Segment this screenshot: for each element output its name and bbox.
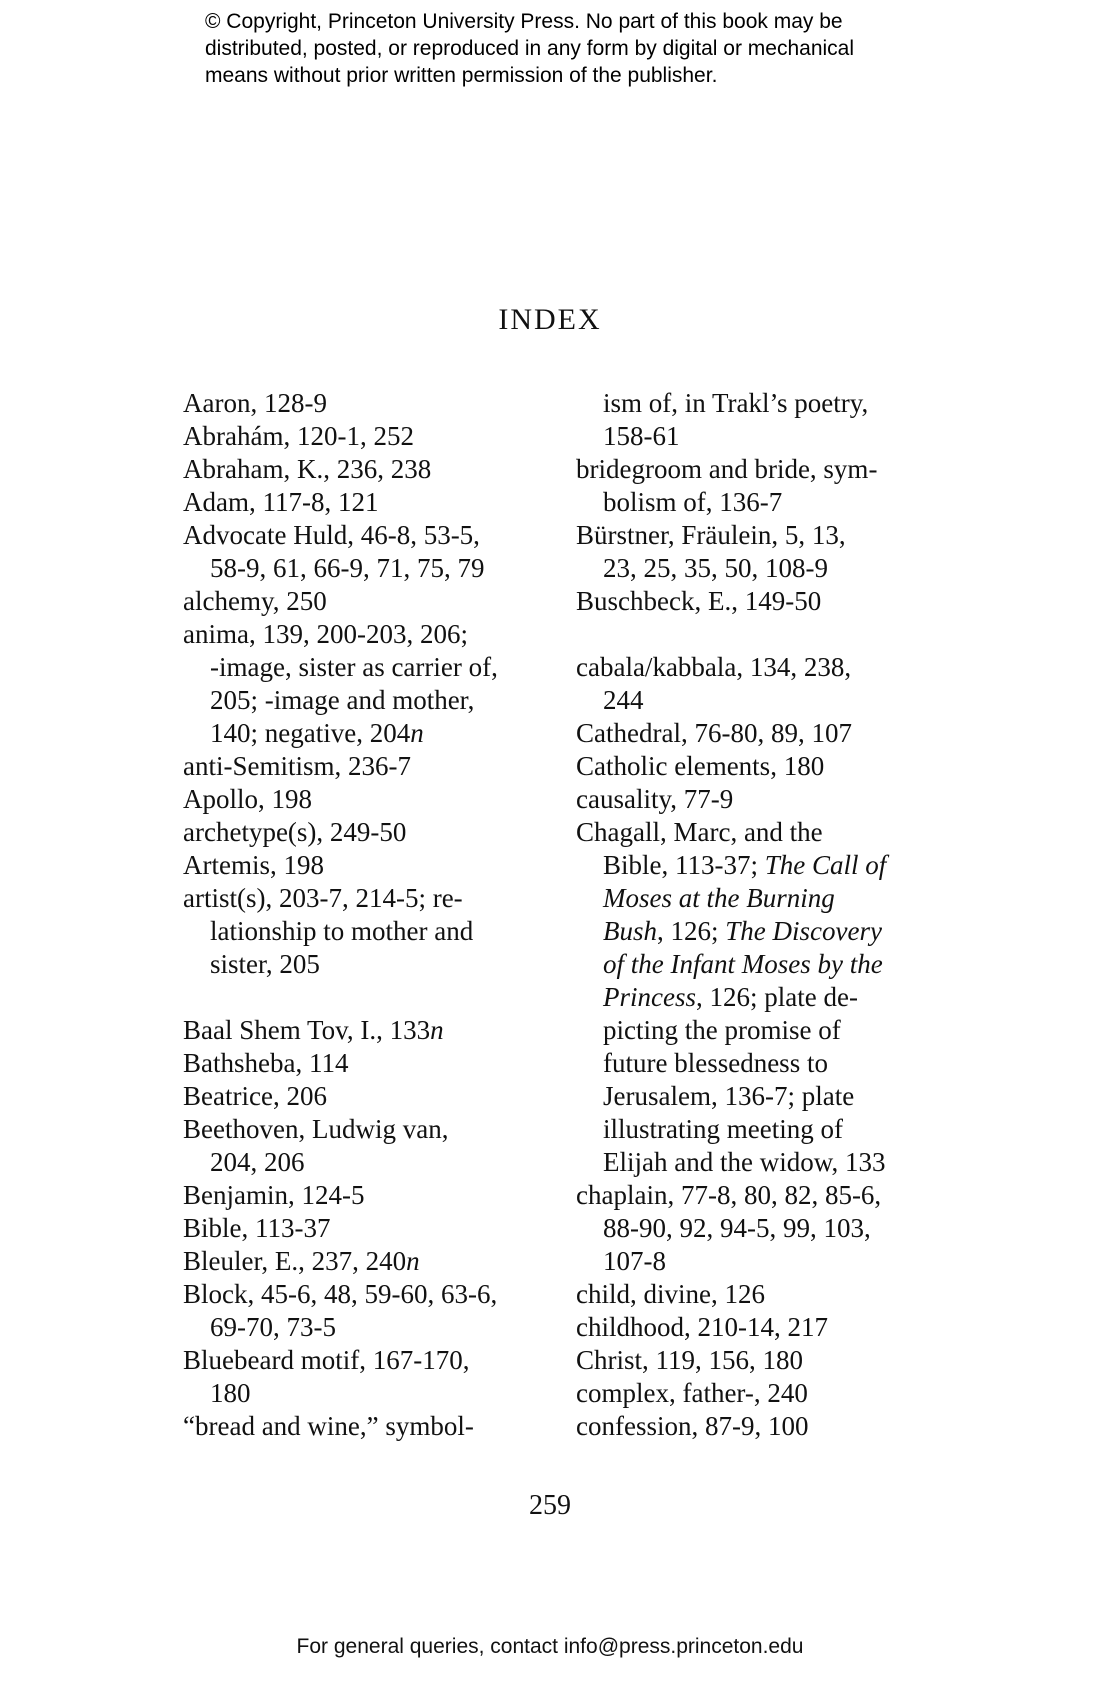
index-entry-italic: Moses at the Burning xyxy=(603,883,835,913)
index-entry-italic: n xyxy=(406,1246,420,1276)
index-entry-text: future blessedness to xyxy=(603,1048,828,1078)
index-entry-text: bolism of, 136-7 xyxy=(603,487,783,517)
index-entry xyxy=(576,453,946,486)
index-entry xyxy=(183,1410,553,1443)
index-entry-text: 204, 206 xyxy=(210,1147,305,1177)
index-entry xyxy=(183,453,553,486)
index-entry xyxy=(183,1146,553,1179)
index-section-gap xyxy=(183,981,553,1014)
index-entry xyxy=(183,387,553,420)
index-entry-text: 140; negative, 204 xyxy=(210,718,411,748)
page-title: INDEX xyxy=(498,303,602,336)
index-entry-text: 244 xyxy=(603,685,644,715)
index-entry-text: lationship to mother and xyxy=(210,916,474,946)
index-entry-text: Advocate Huld, 46-8, 53-5, xyxy=(183,520,480,550)
copyright-line: © Copyright, Princeton University Press. No part of this book may be xyxy=(205,10,843,33)
index-entry-text: sister, 205 xyxy=(210,949,320,979)
index-entry-text: cabala/kabbala, 134, 238, xyxy=(576,652,852,682)
index-entry xyxy=(576,1410,946,1443)
index-entry xyxy=(576,1080,946,1113)
index-entry xyxy=(576,486,946,519)
index-entry-text: anima, 139, 200-203, 206; xyxy=(183,619,468,649)
index-entry xyxy=(183,1278,553,1311)
index-entry-text: 88-90, 92, 94-5, 99, 103, xyxy=(603,1213,871,1243)
index-entry-italic: n xyxy=(410,718,424,748)
index-entry-italic: n xyxy=(430,1015,444,1045)
index-entry-text: chaplain, 77-8, 80, 82, 85-6, xyxy=(576,1180,882,1210)
index-entry-text: Bleuler, E., 237, 240 xyxy=(183,1246,407,1276)
index-entry xyxy=(183,1047,553,1080)
index-entry xyxy=(576,1113,946,1146)
index-entry xyxy=(576,1014,946,1047)
index-column-left xyxy=(183,387,553,1443)
index-entry-text: Artemis, 198 xyxy=(183,850,324,880)
index-entry xyxy=(576,1311,946,1344)
index-entry xyxy=(183,816,553,849)
index-entry xyxy=(183,1311,553,1344)
footer-contact: For general queries, contact info@press.princeton.edu xyxy=(296,1635,804,1658)
index-entry-text: Adam, 117-8, 121 xyxy=(183,487,379,517)
index-entry-text: Beethoven, Ludwig van, xyxy=(183,1114,449,1144)
index-entry xyxy=(576,750,946,783)
index-entry-text: Chagall, Marc, and the xyxy=(576,817,823,847)
index-entry-text: confession, 87-9, 100 xyxy=(576,1411,809,1441)
index-entry-text: Baal Shem Tov, I., 133 xyxy=(183,1015,431,1045)
index-entry xyxy=(183,1014,553,1047)
index-entry-text: Bürstner, Fräulein, 5, 13, xyxy=(576,520,846,550)
index-entry-text: illustrating meeting of xyxy=(603,1114,843,1144)
copyright-line: means without prior written permission of the publisher. xyxy=(205,64,718,87)
index-entry-text: 158-61 xyxy=(603,421,680,451)
index-entry xyxy=(576,1146,946,1179)
index-entry-text: 205; -image and mother, xyxy=(210,685,475,715)
index-entry xyxy=(576,849,946,882)
index-entry-text: 69-70, 73-5 xyxy=(210,1312,336,1342)
index-entry-text: , 126; xyxy=(657,916,726,946)
index-entry xyxy=(183,1344,553,1377)
index-entry xyxy=(183,420,553,453)
index-entry xyxy=(183,1245,553,1278)
index-entry xyxy=(183,684,553,717)
index-entry xyxy=(183,1212,553,1245)
index-entry xyxy=(576,948,946,981)
index-entry-text: artist(s), 203-7, 214-5; re- xyxy=(183,883,463,913)
index-entry xyxy=(576,420,946,453)
index-entry-text: bridegroom and bride, sym- xyxy=(576,454,878,484)
index-entry xyxy=(183,1080,553,1113)
index-entry xyxy=(576,1245,946,1278)
index-entry xyxy=(576,816,946,849)
index-entry-text: ism of, in Trakl’s poetry, xyxy=(603,388,869,418)
index-entry-text: Aaron, 128-9 xyxy=(183,388,327,418)
index-entry xyxy=(576,1344,946,1377)
index-entry-text: , 126; plate de- xyxy=(695,982,858,1012)
index-entry xyxy=(576,651,946,684)
index-entry-text: causality, 77-9 xyxy=(576,784,734,814)
index-entry xyxy=(183,783,553,816)
index-entry xyxy=(183,915,553,948)
index-entry xyxy=(576,1212,946,1245)
index-entry-text: picting the promise of xyxy=(603,1015,841,1045)
index-entry xyxy=(183,585,553,618)
index-entry-italic: The Discovery xyxy=(725,916,882,946)
index-entry-text: childhood, 210-14, 217 xyxy=(576,1312,828,1342)
index-entry-text: complex, father-, 240 xyxy=(576,1378,808,1408)
index-entry-text: Abraham, K., 236, 238 xyxy=(183,454,432,484)
index-column-right xyxy=(576,387,946,1443)
index-entry-text: Bible, 113-37; xyxy=(603,850,765,880)
index-entry xyxy=(576,387,946,420)
index-entry-text: Buschbeck, E., 149-50 xyxy=(576,586,822,616)
index-entry xyxy=(576,981,946,1014)
index-entry xyxy=(576,552,946,585)
index-entry-text: 107-8 xyxy=(603,1246,666,1276)
index-entry-text: Catholic elements, 180 xyxy=(576,751,825,781)
copyright-line: distributed, posted, or reproduced in any form by digital or mechanical xyxy=(205,37,855,60)
index-entry-text: Apollo, 198 xyxy=(183,784,313,814)
page-number: 259 xyxy=(529,1490,571,1521)
index-entry xyxy=(576,684,946,717)
index-entry xyxy=(576,882,946,915)
index-entry-italic: of the Infant Moses by the xyxy=(603,949,883,979)
index-entry-text: Elijah and the widow, 133 xyxy=(603,1147,886,1177)
index-entry-text: alchemy, 250 xyxy=(183,586,327,616)
index-entry-text: 180 xyxy=(210,1378,251,1408)
index-entry xyxy=(576,585,946,618)
index-entry-text: Cathedral, 76-80, 89, 107 xyxy=(576,718,852,748)
index-entry xyxy=(576,1047,946,1080)
index-entry xyxy=(183,849,553,882)
index-entry xyxy=(183,948,553,981)
index-entry xyxy=(576,519,946,552)
index-section-gap xyxy=(576,618,946,651)
index-entry-text: “bread and wine,” symbol- xyxy=(183,1411,474,1441)
copyright-notice xyxy=(205,8,925,89)
index-entry xyxy=(576,783,946,816)
index-entry-text: Bible, 113-37 xyxy=(183,1213,331,1243)
index-entry xyxy=(183,519,553,552)
index-entry xyxy=(183,486,553,519)
index-entry xyxy=(183,750,553,783)
index-entry-italic: Bush xyxy=(603,916,657,946)
index-entry xyxy=(183,1179,553,1212)
index-entry xyxy=(576,1179,946,1212)
index-entry-text: Bluebeard motif, 167-170, xyxy=(183,1345,470,1375)
index-entry-text: Christ, 119, 156, 180 xyxy=(576,1345,804,1375)
index-entry xyxy=(183,651,553,684)
index-entry xyxy=(576,717,946,750)
index-entry-italic: The Call of xyxy=(764,850,887,880)
index-entry-text: Block, 45-6, 48, 59-60, 63-6, xyxy=(183,1279,498,1309)
index-entry-text: Beatrice, 206 xyxy=(183,1081,327,1111)
index-entry xyxy=(183,1377,553,1410)
index-entry-text: -image, sister as carrier of, xyxy=(210,652,498,682)
index-entry-text: archetype(s), 249-50 xyxy=(183,817,407,847)
index-entry xyxy=(183,717,553,750)
index-entry-text: Bathsheba, 114 xyxy=(183,1048,349,1078)
index-entry xyxy=(576,1377,946,1410)
index-entry xyxy=(576,915,946,948)
index-entry-text: anti-Semitism, 236-7 xyxy=(183,751,411,781)
index-entry-text: Benjamin, 124-5 xyxy=(183,1180,365,1210)
index-entry xyxy=(576,1278,946,1311)
index-entry xyxy=(183,552,553,585)
index-entry xyxy=(183,882,553,915)
index-entry-text: Jerusalem, 136-7; plate xyxy=(603,1081,855,1111)
index-entry xyxy=(183,618,553,651)
index-entry-text: 23, 25, 35, 50, 108-9 xyxy=(603,553,828,583)
index-entry-text: 58-9, 61, 66-9, 71, 75, 79 xyxy=(210,553,485,583)
index-entry-text: Abrahám, 120-1, 252 xyxy=(183,421,414,451)
index-entry xyxy=(183,1113,553,1146)
index-entry-italic: Princess xyxy=(603,982,696,1012)
index-entry-text: child, divine, 126 xyxy=(576,1279,765,1309)
